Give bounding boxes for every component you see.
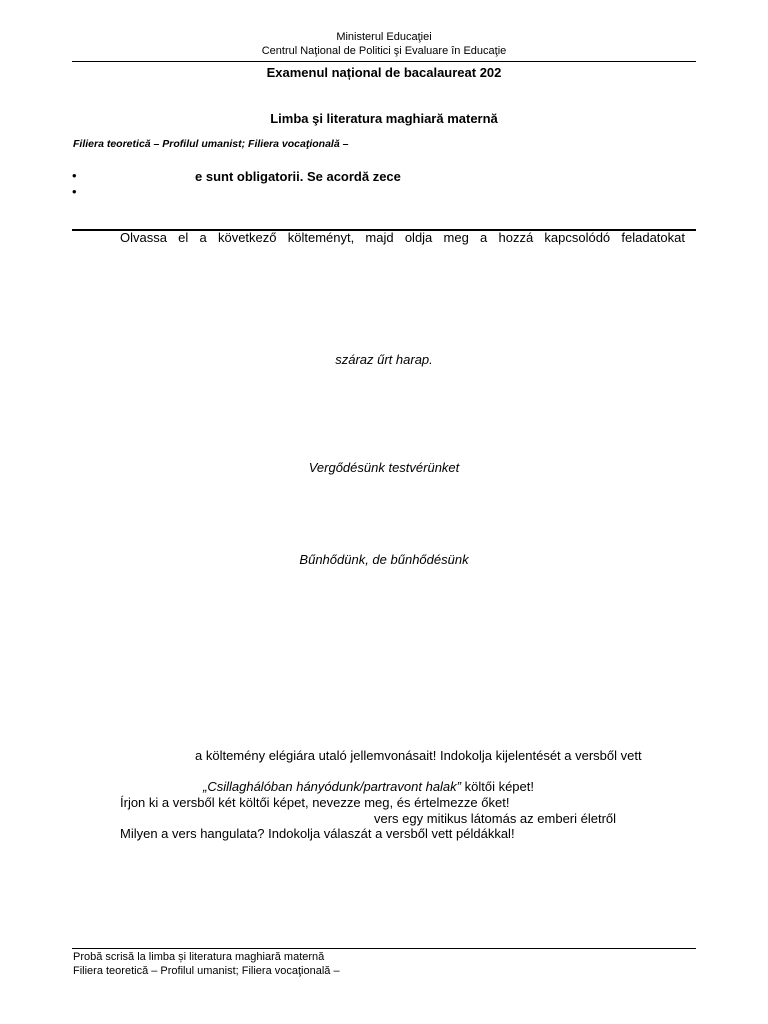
filiera-line: Filiera teoretică – Profilul umanist; Filiera vocaţională – <box>73 138 349 150</box>
poem-line: Bűnhődünk, de bűnhődésünk <box>299 552 469 567</box>
footer-line-2: Filiera teoretică – Profilul umanist; Filiera vocaţională – <box>73 965 340 977</box>
task-1: a költemény elégiára utaló jellemvonásait! Indokolja kijelentését a versből vett <box>195 748 642 763</box>
bullet-text-1: e sunt obligatorii. Se acordă zece <box>195 169 401 184</box>
exam-title: Examenul național de bacalaureat 202 <box>266 65 502 80</box>
center-heading: Centrul Naţional de Politici şi Evaluare în Educaţie <box>261 45 507 57</box>
header-rule <box>72 61 696 62</box>
poem-line: Vergődésünk testvérünket <box>308 460 460 475</box>
task-5: Milyen a vers hangulata? Indokolja válaszát a versből vett példákkal! <box>120 826 515 841</box>
task-2-rest: költői képet! <box>461 779 534 794</box>
task-3: Írjon ki a versből két költői képet, nevezze meg, és értelmezze őket! <box>120 795 510 810</box>
task-2 <box>203 779 534 794</box>
task-4: vers egy mitikus látomás az emberi életről <box>374 811 617 826</box>
bullet-icon: • <box>72 168 77 183</box>
footer-rule <box>72 948 696 949</box>
footer-line-1: Probă scrisă la limba și literatura maghiară maternă <box>73 951 325 963</box>
subject-title: Limba şi literatura maghiară maternă <box>270 111 498 126</box>
poem-line: száraz űrt harap. <box>335 352 433 367</box>
bullet-icon: • <box>72 184 77 199</box>
ministry-heading: Ministerul Educaţiei <box>336 31 432 43</box>
task-2-quote: „Csillaghálóban hányódunk/partravont halak” <box>203 779 461 794</box>
instruction-text: Olvassa el a következő költeményt, majd oldja meg a hozzá kapcsolódó feladatokat <box>120 230 685 245</box>
